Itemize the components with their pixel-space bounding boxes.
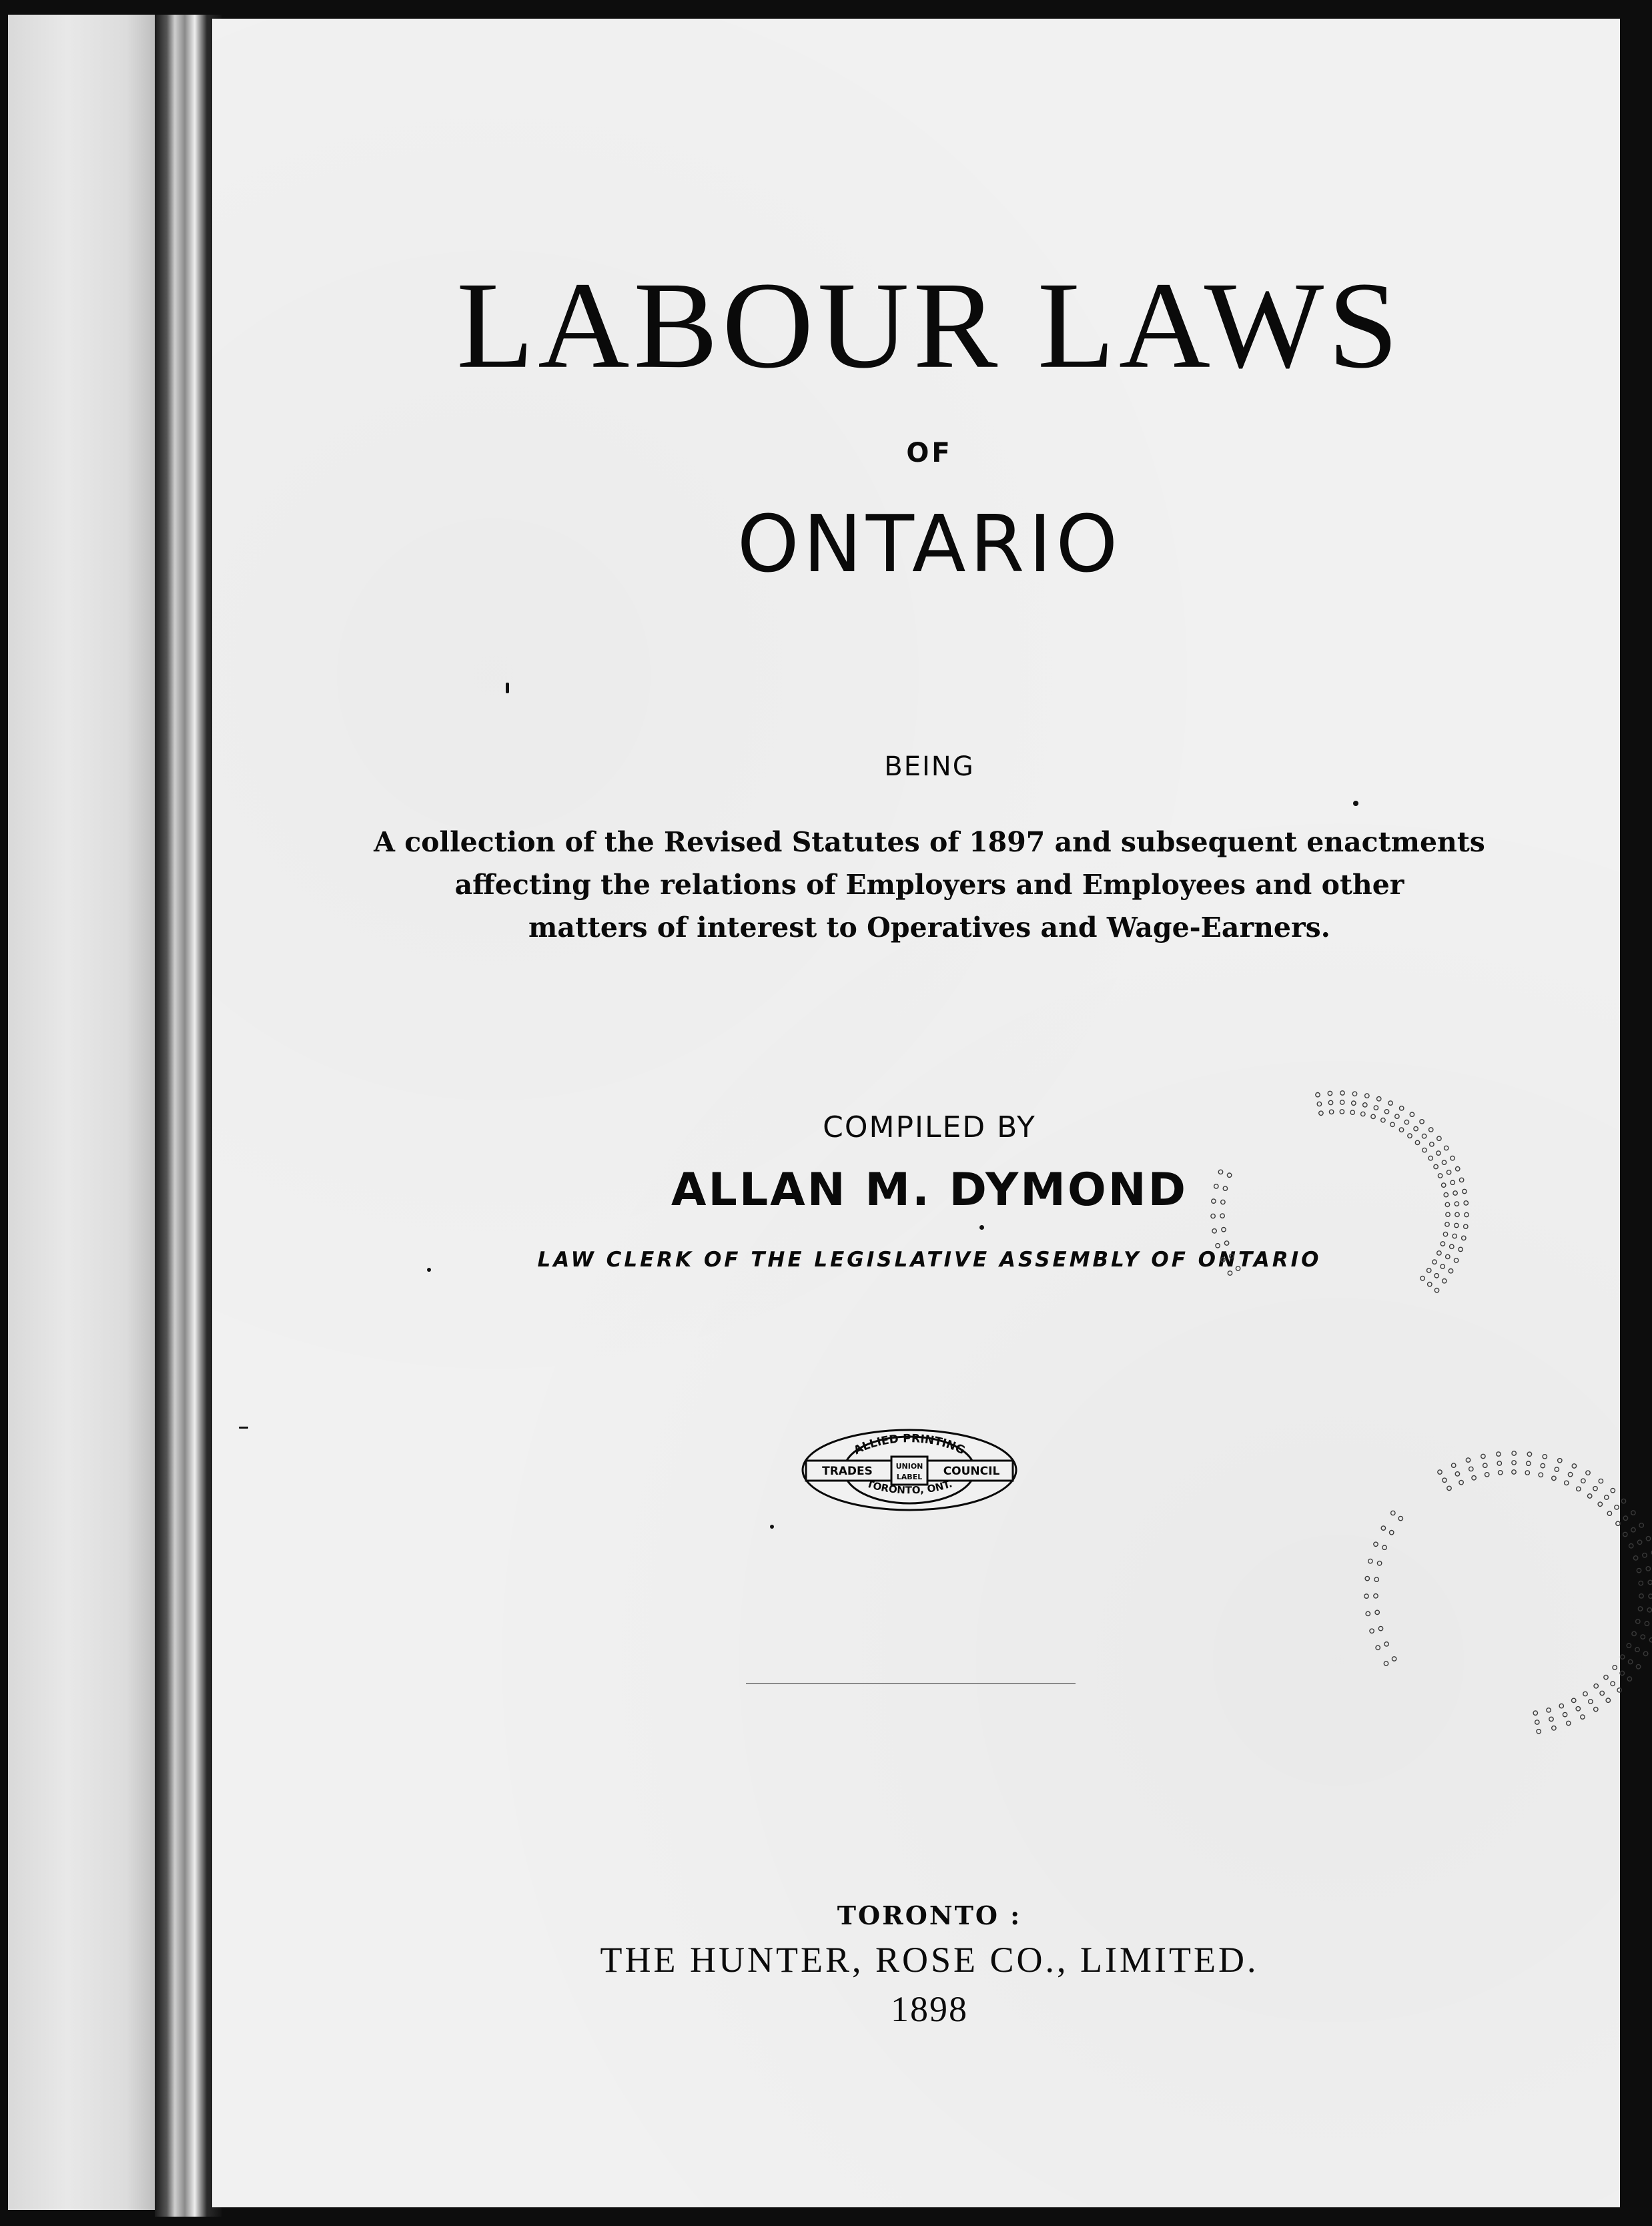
perforation-hole — [1583, 1692, 1587, 1696]
perforation-hole — [1497, 1461, 1501, 1465]
perforation-hole — [1384, 1110, 1388, 1114]
perforation-hole — [1444, 1192, 1448, 1196]
perforation-hole — [1221, 1200, 1225, 1204]
perforation-hole — [1361, 1112, 1365, 1116]
perforation-hole — [1472, 1476, 1476, 1480]
perforation-hole — [1452, 1463, 1456, 1467]
perforation-hole — [1646, 1537, 1650, 1541]
perforation-hole — [1450, 1244, 1454, 1248]
perforation-hole — [1456, 1167, 1460, 1171]
perforation-hole — [1436, 1151, 1440, 1155]
perforation-hole — [1464, 1201, 1468, 1205]
perforation-hole — [1382, 1545, 1386, 1549]
perforation-hole — [1445, 1222, 1449, 1226]
perforation-hole — [1455, 1223, 1459, 1227]
perforation-hole — [1637, 1568, 1641, 1572]
perforation-hole — [1352, 1092, 1356, 1096]
perforation-hole — [1434, 1164, 1438, 1168]
perforation-hole — [1352, 1101, 1356, 1105]
perforation-hole — [1555, 1467, 1559, 1471]
author-name: ALLAN M. DYMOND — [671, 1164, 1188, 1216]
perforation-hole — [1643, 1553, 1647, 1557]
perforation-hole — [1212, 1199, 1216, 1203]
book-spine — [155, 15, 222, 2217]
perforation-hole — [1512, 1461, 1516, 1465]
perforation-hole — [1420, 1120, 1424, 1124]
perforation-hole — [1568, 1473, 1572, 1477]
perforation-stamp-lower — [1346, 1420, 1652, 1754]
perforation-hole — [1454, 1258, 1458, 1262]
perforation-hole — [1442, 1279, 1447, 1283]
perforation-hole — [1639, 1523, 1643, 1527]
perforation-hole — [1512, 1470, 1516, 1474]
perforation-hole — [1512, 1451, 1516, 1455]
perforation-hole — [1499, 1471, 1503, 1475]
perforation-hole — [1446, 1254, 1450, 1258]
perforation-hole — [1593, 1487, 1597, 1491]
perforation-hole — [1444, 1146, 1449, 1150]
perforation-hole — [1552, 1476, 1556, 1480]
perforation-hole — [1535, 1720, 1539, 1724]
perforation-hole — [1459, 1178, 1463, 1182]
perforation-hole — [1641, 1635, 1645, 1639]
paper-speck — [506, 683, 509, 693]
perforation-hole — [1408, 1134, 1412, 1138]
perforation-hole — [1375, 1610, 1379, 1614]
perforation-hole — [1465, 1212, 1469, 1216]
perforation-hole — [1581, 1479, 1585, 1483]
paper-speck — [239, 1427, 248, 1429]
perforation-hole — [1621, 1655, 1625, 1659]
perforation-hole — [1549, 1717, 1553, 1721]
perforation-hole — [1328, 1100, 1332, 1104]
perforation-hole — [1649, 1594, 1652, 1598]
perforation-hole — [1214, 1184, 1218, 1188]
perforation-hole — [1627, 1677, 1631, 1681]
perforation-hole — [1616, 1521, 1620, 1525]
perforation-hole — [1443, 1232, 1447, 1236]
perforation-hole — [1420, 1276, 1424, 1280]
perforation-hole — [1459, 1247, 1463, 1251]
perforation-hole — [1316, 1093, 1320, 1097]
paper-speck — [979, 1225, 984, 1230]
perforation-hole — [1646, 1567, 1650, 1571]
perforation-hole — [1374, 1594, 1378, 1598]
perforation-hole — [1395, 1114, 1399, 1118]
perforation-hole — [1525, 1471, 1529, 1475]
perforation-hole — [1631, 1528, 1635, 1532]
perforation-hole — [1451, 1180, 1455, 1184]
paper-speck — [770, 1525, 774, 1529]
paper-speck — [427, 1268, 431, 1272]
perforation-hole — [1639, 1581, 1643, 1585]
perforation-hole — [1604, 1675, 1608, 1679]
perforation-hole — [1391, 1511, 1395, 1515]
perforation-hole — [1434, 1288, 1438, 1292]
perforation-hole — [1363, 1103, 1367, 1107]
perforation-hole — [1541, 1463, 1545, 1467]
perforation-hole — [1227, 1173, 1231, 1177]
perforation-hole — [1607, 1511, 1611, 1515]
perforation-hole — [1637, 1540, 1641, 1544]
perforation-hole — [1216, 1244, 1220, 1248]
perforation-hole — [1627, 1643, 1631, 1647]
perforation-hole — [1485, 1473, 1489, 1477]
perforation-hole — [1645, 1621, 1649, 1625]
perforation-hole — [1455, 1212, 1459, 1216]
perforation-hole — [1649, 1638, 1652, 1642]
perforation-hole — [1588, 1494, 1592, 1498]
perforation-hole — [1437, 1251, 1441, 1255]
perforation-hole — [1317, 1102, 1321, 1106]
perforation-hole — [1440, 1264, 1444, 1268]
perforation-hole — [1572, 1464, 1576, 1468]
perforation-hole — [1437, 1136, 1441, 1140]
perforation-hole — [1228, 1271, 1232, 1275]
perforation-hole — [1432, 1260, 1436, 1264]
perforation-hole — [1639, 1594, 1643, 1598]
perforation-hole — [1632, 1631, 1636, 1635]
union-label-center-top: UNION — [895, 1462, 923, 1471]
perforation-hole — [1623, 1516, 1627, 1520]
perforation-hole — [1211, 1214, 1215, 1218]
perforation-hole — [1364, 1594, 1368, 1598]
perforation-hole — [1446, 1212, 1450, 1216]
perforation-hole — [1455, 1202, 1459, 1206]
union-label-left-text: TRADES — [822, 1465, 873, 1478]
perforation-hole — [1390, 1531, 1394, 1535]
perforation-hole — [1381, 1526, 1385, 1530]
perforation-hole — [1559, 1704, 1563, 1708]
perforation-hole — [1381, 1118, 1385, 1122]
perforation-hole — [1224, 1241, 1228, 1245]
perforation-hole — [1565, 1481, 1569, 1485]
publication-year: 1898 — [891, 1989, 968, 2029]
previous-leaf-edge — [8, 15, 156, 2210]
perforation-hole — [1428, 1282, 1432, 1286]
perforation-hole — [1611, 1682, 1615, 1686]
perforation-hole — [1377, 1097, 1381, 1101]
compiled-by-label: COMPILED BY — [823, 1110, 1036, 1144]
perforation-hole — [1483, 1463, 1487, 1467]
perforation-hole — [1218, 1170, 1222, 1174]
perforation-hole — [1429, 1128, 1433, 1132]
perforation-hole — [1543, 1455, 1547, 1459]
perforation-hole — [1442, 1478, 1447, 1482]
perforation-hole — [1453, 1191, 1457, 1195]
perforation-hole — [1376, 1645, 1380, 1649]
perforation-hole — [1577, 1487, 1581, 1491]
perforation-hole — [1422, 1134, 1426, 1138]
perforation-hole — [1410, 1112, 1414, 1116]
perforation-hole — [1328, 1091, 1332, 1095]
perforation-hole — [1236, 1266, 1240, 1270]
perforation-hole — [1442, 1183, 1446, 1187]
perforation-hole — [1636, 1619, 1640, 1623]
perforation-hole — [1648, 1580, 1652, 1584]
perforation-hole — [1384, 1661, 1388, 1665]
perforation-hole — [1440, 1242, 1444, 1246]
union-label-center-bottom: LABEL — [896, 1473, 923, 1481]
perforation-hole — [1371, 1114, 1375, 1118]
perforation-hole — [1447, 1170, 1451, 1174]
perforation-hole — [1340, 1110, 1344, 1114]
union-label-emblem — [799, 1423, 1019, 1513]
perforation-hole — [1340, 1091, 1344, 1095]
perforation-hole — [1390, 1122, 1394, 1126]
union-label-bottom-text: TORONTO, ONT. — [865, 1477, 954, 1497]
perforation-hole — [1463, 1189, 1467, 1193]
perforation-hole — [1466, 1458, 1470, 1462]
perforation-hole — [1378, 1626, 1382, 1630]
perforation-hole — [1539, 1473, 1543, 1477]
perforation-hole — [1442, 1160, 1446, 1164]
perforation-hole — [1606, 1698, 1610, 1702]
perforation-hole — [1589, 1700, 1593, 1704]
perforation-hole — [1350, 1110, 1354, 1114]
perforation-hole — [1600, 1691, 1604, 1695]
publication-city: TORONTO : — [837, 1900, 1022, 1930]
perforation-hole — [1414, 1126, 1418, 1130]
perforation-hole — [1399, 1128, 1403, 1132]
perforation-hole — [1647, 1608, 1651, 1612]
perforation-stamp-upper — [1180, 1060, 1513, 1380]
perforation-hole — [1455, 1472, 1459, 1476]
subtitle-being: BEING — [884, 751, 975, 782]
perforation-hole — [1623, 1532, 1627, 1536]
perforation-hole — [1633, 1556, 1637, 1560]
perforation-hole — [1576, 1707, 1580, 1711]
perforation-hole — [1527, 1452, 1531, 1456]
perforation-hole — [1319, 1111, 1323, 1115]
perforation-hole — [1430, 1142, 1434, 1146]
perforation-hole — [1340, 1100, 1344, 1104]
perforation-hole — [1366, 1611, 1370, 1615]
perforation-hole — [1415, 1140, 1419, 1144]
perforation-hole — [1567, 1721, 1571, 1725]
perforation-hole — [1537, 1730, 1541, 1734]
perforation-hole — [1464, 1224, 1468, 1228]
perforation-hole — [1449, 1269, 1453, 1273]
perforation-hole — [1445, 1202, 1449, 1206]
perforation-hole — [1620, 1671, 1624, 1675]
perforation-hole — [1365, 1094, 1369, 1098]
paper-speck — [1353, 801, 1358, 806]
perforation-hole — [1374, 1542, 1378, 1546]
perforation-hole — [1638, 1607, 1642, 1611]
perforation-hole — [1563, 1712, 1567, 1716]
perforation-hole — [1533, 1711, 1537, 1715]
perforation-hole — [1392, 1657, 1396, 1661]
perforation-hole — [1365, 1576, 1369, 1580]
section-divider — [746, 1683, 1076, 1684]
perforation-hole — [1438, 1470, 1442, 1474]
perforation-hole — [1462, 1236, 1466, 1240]
title-connector: OF — [906, 438, 953, 468]
perforation-hole — [1594, 1707, 1598, 1711]
perforation-hole — [1628, 1659, 1632, 1663]
perforation-hole — [1427, 1268, 1431, 1272]
perforation-hole — [1398, 1516, 1402, 1520]
perforation-hole — [1572, 1698, 1576, 1702]
perforation-hole — [1643, 1651, 1647, 1655]
perforation-hole — [1453, 1234, 1457, 1238]
perforation-hole — [1374, 1106, 1378, 1110]
perforation-hole — [1447, 1486, 1451, 1490]
perforation-hole — [1400, 1106, 1404, 1110]
perforation-hole — [1586, 1471, 1590, 1475]
perforation-hole — [1428, 1156, 1432, 1160]
publisher-name: THE HUNTER, ROSE CO., LIMITED. — [600, 1940, 1259, 1980]
perforation-hole — [1631, 1511, 1635, 1515]
perforation-hole — [1388, 1101, 1392, 1105]
subtitle-line: matters of interest to Operatives and Wage-Earners. — [528, 911, 1330, 944]
perforation-hole — [1527, 1461, 1531, 1465]
perforation-hole — [1459, 1481, 1463, 1485]
perforation-hole — [1598, 1502, 1602, 1506]
perforation-hole — [1374, 1577, 1378, 1581]
perforation-hole — [1481, 1454, 1485, 1458]
perforation-hole — [1422, 1148, 1426, 1152]
perforation-hole — [1613, 1665, 1617, 1670]
perforation-hole — [1384, 1642, 1388, 1646]
book-title: LABOUR LAWS — [456, 257, 1402, 394]
perforation-hole — [1377, 1561, 1381, 1565]
subtitle-line: A collection of the Revised Statutes of 1897 and subsequent enactments — [374, 826, 1485, 858]
perforation-hole — [1434, 1274, 1438, 1278]
perforation-hole — [1635, 1647, 1639, 1651]
union-label-top-text: ALLIED PRINTING — [851, 1432, 967, 1458]
perforation-hole — [1547, 1708, 1551, 1712]
perforation-hole — [1621, 1499, 1625, 1503]
perforation-hole — [1636, 1665, 1640, 1669]
perforation-hole — [1605, 1495, 1609, 1499]
perforation-hole — [1329, 1110, 1333, 1114]
perforation-hole — [1558, 1459, 1562, 1463]
perforation-hole — [1594, 1684, 1598, 1688]
perforation-hole — [1230, 1254, 1234, 1258]
perforation-hole — [1438, 1174, 1442, 1178]
title-region: ONTARIO — [737, 498, 1122, 590]
perforation-hole — [1221, 1258, 1225, 1262]
union-label-right-text: COUNCIL — [943, 1465, 1000, 1478]
perforation-hole — [1220, 1214, 1224, 1218]
perforation-hole — [1615, 1505, 1619, 1509]
perforation-hole — [1368, 1559, 1372, 1563]
perforation-hole — [1451, 1156, 1455, 1160]
perforation-hole — [1404, 1120, 1408, 1124]
title-page — [212, 19, 1620, 2207]
perforation-hole — [1497, 1452, 1501, 1456]
perforation-hole — [1222, 1228, 1226, 1232]
perforation-hole — [1469, 1467, 1473, 1471]
perforation-hole — [1581, 1715, 1585, 1719]
perforation-hole — [1617, 1688, 1621, 1692]
author-role: LAW CLERK OF THE LEGISLATIVE ASSEMBLY OF ONTARIO — [537, 1248, 1322, 1272]
perforation-hole — [1370, 1629, 1374, 1633]
perforation-hole — [1552, 1726, 1556, 1730]
subtitle-line: affecting the relations of Employers and Employees and other — [454, 869, 1404, 901]
perforation-hole — [1599, 1479, 1603, 1483]
perforation-hole — [1611, 1489, 1615, 1493]
perforation-hole — [1212, 1229, 1216, 1233]
perforation-hole — [1629, 1544, 1633, 1548]
perforation-hole — [1223, 1186, 1227, 1190]
